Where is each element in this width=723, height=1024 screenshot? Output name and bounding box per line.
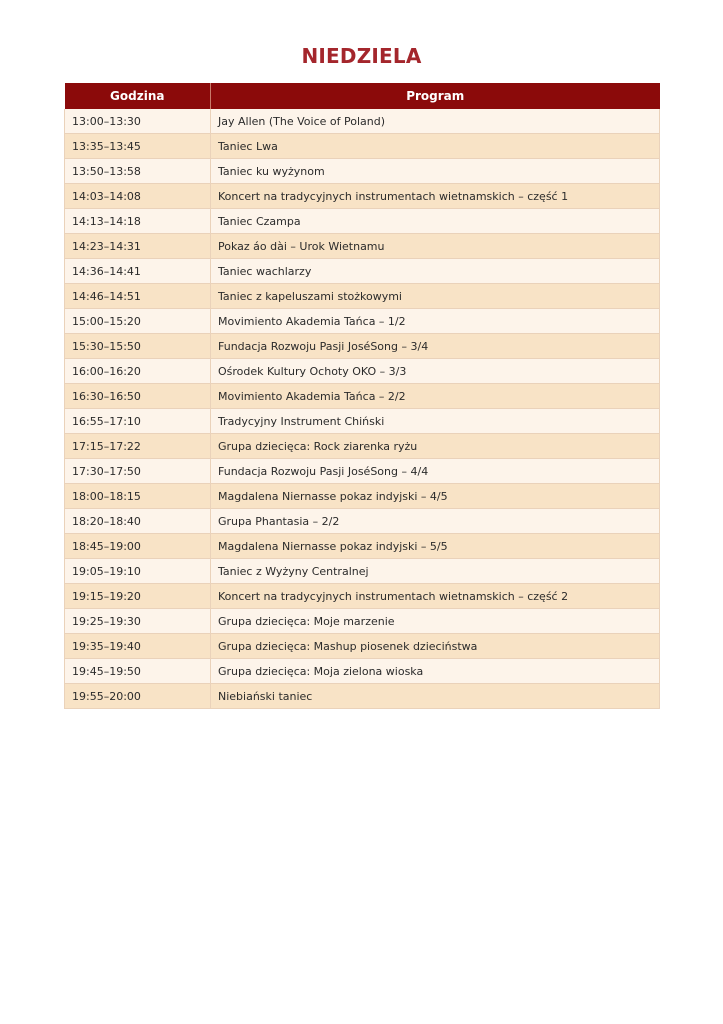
table-row (65, 684, 660, 709)
table-header-row (65, 83, 660, 109)
table-row (65, 109, 660, 134)
program-cell: Fundacja Rozwoju Pasji JoséSong – 3/4 (211, 334, 660, 359)
program-cell: Fundacja Rozwoju Pasji JoséSong – 4/4 (211, 459, 660, 484)
program-cell: Grupa dziecięca: Rock ziarenka ryżu (211, 434, 660, 459)
time-cell: 19:25–19:30 (65, 609, 211, 634)
table-row (65, 284, 660, 309)
program-cell: Taniec wachlarzy (211, 259, 660, 284)
program-cell: Ośrodek Kultury Ochoty OKO – 3/3 (211, 359, 660, 384)
table-row (65, 509, 660, 534)
table-row (65, 559, 660, 584)
program-cell: Movimiento Akademia Tańca – 1/2 (211, 309, 660, 334)
table-row (65, 634, 660, 659)
table-row (65, 209, 660, 234)
program-cell: Grupa dziecięca: Mashup piosenek dzieciństwa (211, 634, 660, 659)
table-row (65, 134, 660, 159)
time-cell: 17:15–17:22 (65, 434, 211, 459)
program-cell: Niebiański taniec (211, 684, 660, 709)
time-cell: 19:05–19:10 (65, 559, 211, 584)
program-cell: Magdalena Niernasse pokaz indyjski – 5/5 (211, 534, 660, 559)
program-cell: Taniec Czampa (211, 209, 660, 234)
time-cell: 17:30–17:50 (65, 459, 211, 484)
table-row (65, 534, 660, 559)
column-header-program: Program (211, 83, 660, 109)
program-cell: Movimiento Akademia Tańca – 2/2 (211, 384, 660, 409)
table-row (65, 384, 660, 409)
table-row (65, 409, 660, 434)
program-cell: Tradycyjny Instrument Chiński (211, 409, 660, 434)
program-cell: Pokaz áo dài – Urok Wietnamu (211, 234, 660, 259)
table-row (65, 334, 660, 359)
program-cell: Koncert na tradycyjnych instrumentach wietnamskich – część 2 (211, 584, 660, 609)
program-cell: Taniec ku wyżynom (211, 159, 660, 184)
program-cell: Taniec z kapeluszami stożkowymi (211, 284, 660, 309)
time-cell: 16:55–17:10 (65, 409, 211, 434)
column-header-time: Godzina (65, 83, 211, 109)
schedule-table (64, 83, 660, 709)
table-body (65, 109, 660, 709)
table-row (65, 584, 660, 609)
time-cell: 14:36–14:41 (65, 259, 211, 284)
time-cell: 19:45–19:50 (65, 659, 211, 684)
table-row (65, 159, 660, 184)
time-cell: 16:30–16:50 (65, 384, 211, 409)
page-title: NIEDZIELA (301, 44, 422, 68)
program-cell: Koncert na tradycyjnych instrumentach wietnamskich – część 1 (211, 184, 660, 209)
program-cell: Grupa dziecięca: Moje marzenie (211, 609, 660, 634)
program-cell: Grupa dziecięca: Moja zielona wioska (211, 659, 660, 684)
time-cell: 19:15–19:20 (65, 584, 211, 609)
table-row (65, 184, 660, 209)
time-cell: 15:00–15:20 (65, 309, 211, 334)
time-cell: 13:50–13:58 (65, 159, 211, 184)
time-cell: 14:13–14:18 (65, 209, 211, 234)
time-cell: 13:35–13:45 (65, 134, 211, 159)
program-cell: Taniec Lwa (211, 134, 660, 159)
time-cell: 18:20–18:40 (65, 509, 211, 534)
table-row (65, 659, 660, 684)
table-row (65, 359, 660, 384)
program-cell: Grupa Phantasia – 2/2 (211, 509, 660, 534)
time-cell: 14:46–14:51 (65, 284, 211, 309)
program-cell: Magdalena Niernasse pokaz indyjski – 4/5 (211, 484, 660, 509)
time-cell: 18:45–19:00 (65, 534, 211, 559)
table-row (65, 609, 660, 634)
table-row (65, 234, 660, 259)
time-cell: 15:30–15:50 (65, 334, 211, 359)
time-cell: 14:23–14:31 (65, 234, 211, 259)
time-cell: 19:55–20:00 (65, 684, 211, 709)
table-row (65, 259, 660, 284)
table-row (65, 309, 660, 334)
time-cell: 13:00–13:30 (65, 109, 211, 134)
time-cell: 18:00–18:15 (65, 484, 211, 509)
table-row (65, 459, 660, 484)
time-cell: 19:35–19:40 (65, 634, 211, 659)
program-cell: Taniec z Wyżyny Centralnej (211, 559, 660, 584)
program-cell: Jay Allen (The Voice of Poland) (211, 109, 660, 134)
table-row (65, 484, 660, 509)
table-row (65, 434, 660, 459)
time-cell: 16:00–16:20 (65, 359, 211, 384)
time-cell: 14:03–14:08 (65, 184, 211, 209)
